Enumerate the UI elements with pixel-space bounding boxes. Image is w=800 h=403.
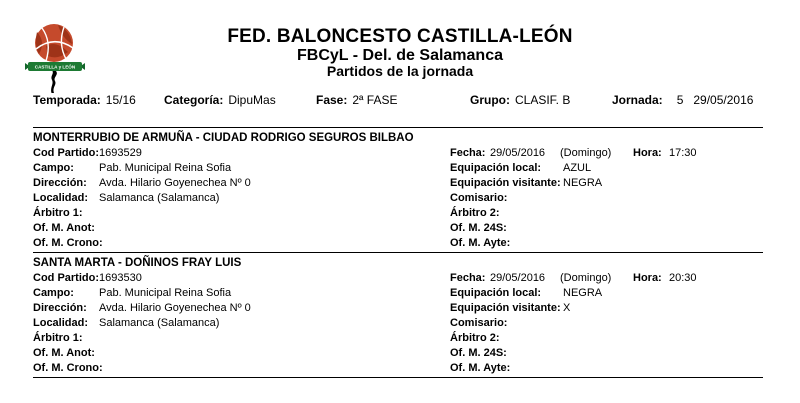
direccion-label: Dirección: <box>33 301 87 314</box>
logo-banner-text: CASTILLA y LEÓN <box>34 64 76 70</box>
localidad-row <box>33 190 450 205</box>
of-m-24s-label: Of. M. 24S: <box>450 346 507 359</box>
comisario-label: Comisario: <box>450 316 508 329</box>
equipacion-local-value: NEGRA <box>563 286 603 299</box>
fecha-value: 29/05/2016 <box>490 271 546 284</box>
match-title: MONTERRUBIO DE ARMUÑA - CIUDAD RODRIGO SEGUROS BILBAO <box>33 131 414 144</box>
federation-logo <box>24 22 86 94</box>
temporada-value: 15/16 <box>105 93 136 107</box>
equipacion-visitante-row <box>450 300 763 315</box>
of-m-24s-row <box>450 345 763 360</box>
jornada-field <box>612 93 753 107</box>
hora-value: 17:30 <box>669 146 697 159</box>
dia-value: (Domingo) <box>560 146 612 159</box>
jornada-label: Jornada: <box>612 93 663 107</box>
of-m-crono-label: Of. M. Crono: <box>33 236 103 249</box>
arbitro2-row <box>450 330 763 345</box>
equipacion-local-row <box>450 285 763 300</box>
arbitro2-label: Árbitro 2: <box>450 331 500 344</box>
localidad-value: Salamanca (Salamanca) <box>99 191 220 204</box>
match-right-column <box>450 145 763 250</box>
temporada-field <box>33 93 136 107</box>
campo-row <box>33 285 450 300</box>
equipacion-visitante-label: Equipación visitante: <box>450 301 561 314</box>
equipacion-visitante-value: X <box>563 301 571 314</box>
cod-partido-value: 1693530 <box>99 271 142 284</box>
equipacion-local-label: Equipación local: <box>450 286 542 299</box>
arbitro1-row <box>33 330 450 345</box>
match-left-column <box>33 270 450 375</box>
comisario-row <box>450 315 763 330</box>
cod-partido-value: 1693529 <box>99 146 142 159</box>
of-m-crono-row <box>33 360 450 375</box>
localidad-value: Salamanca (Salamanca) <box>99 316 220 329</box>
fase-field <box>316 93 398 107</box>
grupo-field <box>470 93 570 107</box>
dia-value: (Domingo) <box>560 271 612 284</box>
of-m-24s-label: Of. M. 24S: <box>450 221 507 234</box>
fecha-value: 29/05/2016 <box>490 146 546 159</box>
of-m-anot-label: Of. M. Anot: <box>33 221 95 234</box>
direccion-row <box>33 175 450 190</box>
arbitro2-label: Árbitro 2: <box>450 206 500 219</box>
localidad-label: Localidad: <box>33 191 89 204</box>
equipacion-visitante-row <box>450 175 763 190</box>
equipacion-visitante-label: Equipación visitante: <box>450 176 561 189</box>
match-left-column <box>33 145 450 250</box>
arbitro1-label: Árbitro 1: <box>33 331 83 344</box>
hora-value: 20:30 <box>669 271 697 284</box>
fecha-label: Fecha: <box>450 271 486 284</box>
of-m-crono-label: Of. M. Crono: <box>33 361 103 374</box>
cod-partido-row <box>33 270 450 285</box>
equipacion-local-value: AZUL <box>563 161 592 174</box>
jornada-date: 29/05/2016 <box>693 93 754 107</box>
of-m-anot-row <box>33 345 450 360</box>
of-m-24s-row <box>450 220 763 235</box>
divider <box>33 377 763 378</box>
direccion-value: Avda. Hilario Goyenechea Nº 0 <box>99 301 251 314</box>
direccion-row <box>33 300 450 315</box>
cod-partido-label: Cod Partido: <box>33 146 99 159</box>
fase-value: 2ª FASE <box>352 93 398 107</box>
campo-value: Pab. Municipal Reina Sofia <box>99 286 232 299</box>
categoria-value: DipuMas <box>228 93 276 107</box>
document-header <box>0 0 800 79</box>
comisario-row <box>450 190 763 205</box>
campo-label: Campo: <box>33 286 74 299</box>
match-block-2 <box>0 253 800 377</box>
equipacion-local-label: Equipación local: <box>450 161 542 174</box>
equipacion-local-row <box>450 160 763 175</box>
fase-label: Fase: <box>316 93 348 107</box>
arbitro1-row <box>33 205 450 220</box>
federation-title: FED. BALONCESTO CASTILLA-LEÓN <box>227 26 573 47</box>
fecha-label: Fecha: <box>450 146 486 159</box>
hora-label: Hora: <box>633 146 662 159</box>
cod-partido-label: Cod Partido: <box>33 271 99 284</box>
of-m-ayte-row <box>450 360 763 375</box>
campo-label: Campo: <box>33 161 74 174</box>
of-m-ayte-row <box>450 235 763 250</box>
comisario-label: Comisario: <box>450 191 508 204</box>
arbitro1-label: Árbitro 1: <box>33 206 83 219</box>
of-m-anot-label: Of. M. Anot: <box>33 346 95 359</box>
direccion-label: Dirección: <box>33 176 87 189</box>
fecha-row <box>450 270 763 285</box>
match-title: SANTA MARTA - DOÑINOS FRAY LUIS <box>33 256 242 269</box>
of-m-ayte-label: Of. M. Ayte: <box>450 236 511 249</box>
localidad-label: Localidad: <box>33 316 89 329</box>
localidad-row <box>33 315 450 330</box>
of-m-crono-row <box>33 235 450 250</box>
delegation-subtitle: FBCyL - Del. de Salamanca <box>297 47 503 64</box>
of-m-anot-row <box>33 220 450 235</box>
campo-value: Pab. Municipal Reina Sofia <box>99 161 232 174</box>
document-section-title: Partidos de la jornada <box>326 63 474 79</box>
temporada-label: Temporada: <box>33 93 101 107</box>
match-block-1 <box>0 128 800 252</box>
categoria-label: Categoría: <box>164 93 224 107</box>
basketball-logo-icon <box>24 22 86 96</box>
hora-label: Hora: <box>633 271 662 284</box>
campo-row <box>33 160 450 175</box>
jornada-value: 5 <box>676 93 684 107</box>
fecha-row <box>450 145 763 160</box>
equipacion-visitante-value: NEGRA <box>563 176 603 189</box>
match-right-column <box>450 270 763 375</box>
grupo-value: CLASIF. B <box>515 93 571 107</box>
of-m-ayte-label: Of. M. Ayte: <box>450 361 511 374</box>
cod-partido-row <box>33 145 450 160</box>
categoria-field <box>164 93 276 107</box>
grupo-label: Grupo: <box>470 93 510 107</box>
competition-meta-row <box>0 93 800 108</box>
arbitro2-row <box>450 205 763 220</box>
direccion-value: Avda. Hilario Goyenechea Nº 0 <box>99 176 251 189</box>
